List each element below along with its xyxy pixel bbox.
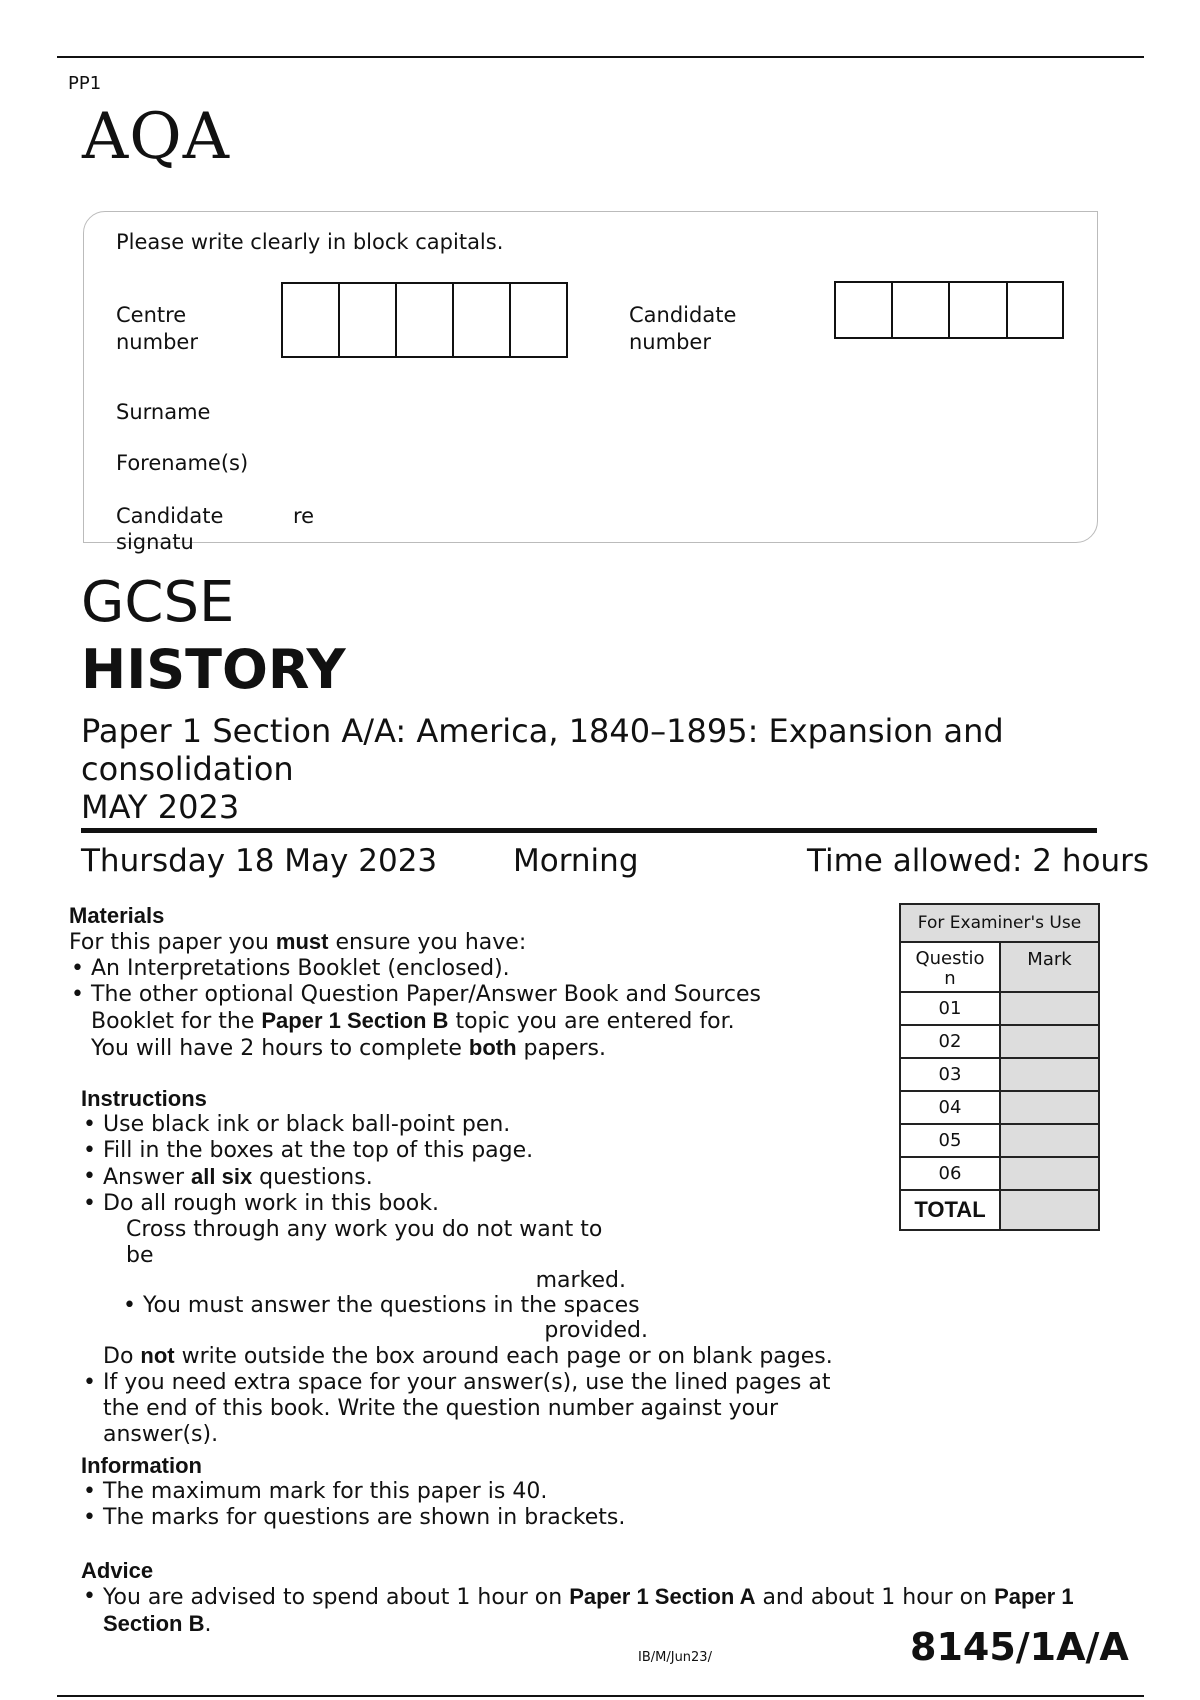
- information-item: • The maximum mark for this paper is 40.: [103, 1479, 881, 1505]
- signature-label-wrap: signatu: [116, 530, 194, 554]
- aqa-logo: AQA: [82, 100, 230, 174]
- instructions-item: • Do all rough work in this book.: [103, 1191, 861, 1217]
- signature-label: Candidate: [116, 504, 224, 528]
- question-number: 06: [900, 1157, 1000, 1190]
- mark-cell: [1000, 1025, 1099, 1058]
- instructions-item-continuation: Do not write outside the box around each page or on blank pages.: [103, 1343, 833, 1369]
- question-number: 05: [900, 1124, 1000, 1157]
- materials-intro: For this paper you must ensure you have:: [69, 929, 527, 955]
- mark-cell: [1000, 992, 1099, 1025]
- paper-title: Paper 1 Section A/A: America, 1840–1895: Expansion and consolidation MAY 2023: [81, 712, 1021, 826]
- examiners-use-title: For Examiner's Use: [900, 904, 1099, 942]
- candidate-number-box[interactable]: [893, 283, 950, 337]
- mark-cell: [1000, 1124, 1099, 1157]
- materials-item: • The other optional Question Paper/Answer Book and Sources Booklet for the Paper 1 Section B topic you are entered for. You will have 2 hours to complete both papers.: [91, 982, 869, 1062]
- instructions-item: • Use black ink or black ball-point pen.: [103, 1112, 861, 1138]
- examiners-use-table: [899, 903, 1100, 1231]
- time-allowed: Time allowed: 2 hours: [807, 843, 1150, 879]
- advice-item: • You are advised to spend about 1 hour on Paper 1 Section A and about 1 hour on Paper 1 Section B.: [103, 1584, 1101, 1638]
- centre-number-box[interactable]: [397, 284, 454, 356]
- materials-heading: Materials: [69, 903, 165, 928]
- exam-period: Morning: [513, 843, 639, 879]
- instructions-item: • Fill in the boxes at the top of this page.: [103, 1138, 861, 1164]
- centre-number-box[interactable]: [454, 284, 511, 356]
- mark-cell: [1000, 1157, 1099, 1190]
- paper-code: 8145/1A/A: [910, 1625, 1129, 1669]
- centre-number-box[interactable]: [283, 284, 340, 356]
- exam-session: MAY 2023: [81, 788, 240, 826]
- centre-number-label: Centre number: [116, 303, 198, 354]
- paper-reference: IB/M/Jun23/: [638, 1650, 712, 1665]
- question-number: 02: [900, 1025, 1000, 1058]
- exam-date: Thursday 18 May 2023: [81, 843, 438, 879]
- question-number: 01: [900, 992, 1000, 1025]
- signature-label-fragment: re: [293, 504, 315, 528]
- instructions-item: • Answer all six questions.: [103, 1164, 861, 1191]
- centre-number-box[interactable]: [511, 284, 566, 356]
- total-mark-cell: [1000, 1190, 1099, 1230]
- top-rule: [57, 56, 1144, 58]
- materials-section: [69, 903, 869, 1062]
- centre-number-box[interactable]: [340, 284, 397, 356]
- surname-label: Surname: [116, 400, 211, 424]
- question-number: 04: [900, 1091, 1000, 1124]
- instructions-item: • You must answer the questions in the spaces provided.: [143, 1293, 648, 1343]
- bottom-rule: [57, 1695, 1144, 1697]
- title-rule: [81, 828, 1097, 833]
- advice-heading: Advice: [81, 1558, 154, 1583]
- centre-number-boxes[interactable]: [281, 282, 568, 358]
- instructions-heading: Instructions: [81, 1086, 207, 1111]
- page-code: PP1: [68, 73, 102, 94]
- candidate-number-box[interactable]: [950, 283, 1008, 337]
- information-section: [81, 1453, 881, 1531]
- mark-cell: [1000, 1091, 1099, 1124]
- instructions-item: • If you need extra space for your answer(s), use the lined pages at the end of this book. Write the question number against your answer(s).: [103, 1370, 843, 1448]
- candidate-number-label: Candidate number: [629, 303, 737, 354]
- mark-column-header: Mark: [1000, 942, 1099, 992]
- candidate-number-boxes[interactable]: [834, 281, 1064, 339]
- block-capitals-instruction: Please write clearly in block capitals.: [116, 230, 504, 254]
- materials-item: • An Interpretations Booklet (enclosed).: [91, 956, 869, 982]
- candidate-number-box[interactable]: [1008, 283, 1062, 337]
- candidate-details-panel: [83, 211, 1098, 543]
- question-column-header: Questio n: [900, 942, 1000, 992]
- instructions-item-continuation: Cross through any work you do not want to be marked.: [126, 1217, 626, 1293]
- information-item: • The marks for questions are shown in brackets.: [103, 1505, 881, 1531]
- total-label: TOTAL: [900, 1190, 1000, 1230]
- forename-label: Forename(s): [116, 451, 249, 475]
- question-number: 03: [900, 1058, 1000, 1091]
- mark-cell: [1000, 1058, 1099, 1091]
- candidate-number-box[interactable]: [836, 283, 893, 337]
- information-heading: Information: [81, 1453, 202, 1478]
- subject-title: HISTORY: [81, 638, 346, 701]
- instructions-section: [81, 1086, 861, 1448]
- qualification-level: GCSE: [81, 570, 235, 635]
